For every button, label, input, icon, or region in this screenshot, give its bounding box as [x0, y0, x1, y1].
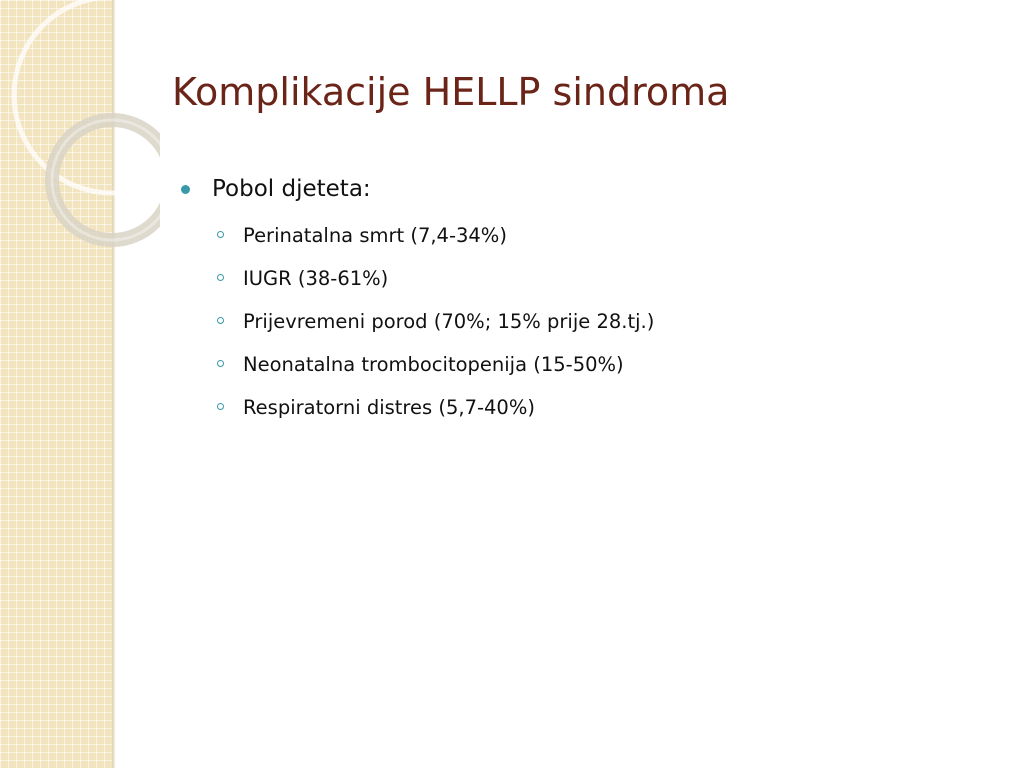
bullet-text: Pobol djeteta: — [212, 176, 371, 202]
decorative-rings — [0, 0, 160, 300]
decorative-ring-large — [14, 0, 160, 193]
sub-bullet-ring-icon — [217, 317, 224, 324]
sub-bullet-text: Respiratorni distres (5,7-40%) — [243, 396, 535, 419]
sub-bullet-item — [180, 343, 980, 386]
sub-bullet-text: IUGR (38-61%) — [243, 267, 389, 290]
sub-bullet-ring-icon — [217, 403, 224, 410]
sub-bullet-item — [180, 386, 980, 429]
sub-bullet-ring-icon — [217, 360, 224, 367]
sub-bullet-text: Neonatalna trombocitopenija (15-50%) — [243, 353, 624, 376]
slide-content — [180, 170, 980, 429]
slide-title: Komplikacije HELLP sindroma — [172, 70, 730, 114]
sub-bullet-text: Perinatalna smrt (7,4-34%) — [243, 224, 507, 247]
sub-bullet-ring-icon — [217, 274, 224, 281]
sub-bullet-item — [180, 257, 980, 300]
bullet-dot-icon — [181, 185, 190, 194]
sub-bullet-item — [180, 214, 980, 257]
sub-bullet-item — [180, 300, 980, 343]
sub-bullet-text: Prijevremeni porod (70%; 15% prije 28.tj.) — [243, 310, 655, 333]
sub-bullet-ring-icon — [217, 231, 224, 238]
bullet-item-level1 — [180, 170, 980, 208]
